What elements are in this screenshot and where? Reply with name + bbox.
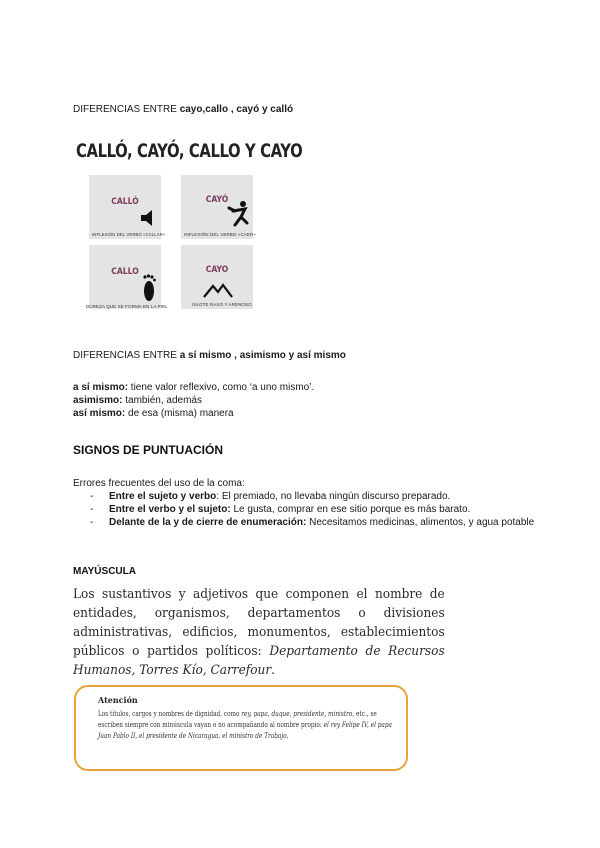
list-item: - Delante de la y de cierre de enumeración: Necesitamos medicinas, alimentos, y agua potable [90,517,535,528]
atencion-box [74,685,408,771]
heading-diferencias-cayo: DIFERENCIAS ENTRE cayo,callo , cayó y calló [73,104,294,115]
tile-caption: ISLOTE RASO Y ARENOSO [192,302,252,307]
section-title-signos: SIGNOS DE PUNTUACIÓN [73,443,224,457]
tile-callo-noun [89,245,161,309]
atencion-text: Los títulos, cargos y nombres de dignidad, como rey, papa, duque, presidente, ministro, etc., se escriben siempre con minúscula vayan o no acompañando al nombre propio: el rey Felipe IV, el papa Juan Pablo II, el presidente de Nicaragua, el ministro de Trabajo. [98,709,392,740]
tile-label: CAYO [205,265,229,275]
falling-person-icon [227,199,251,229]
atencion-title: Atención [98,695,138,705]
tile-cayo-noun [181,245,253,309]
mountain-icon [203,281,233,299]
definition-a-si-mismo: a sí mismo: tiene valor reflexivo, como ‘a uno mismo’. [73,382,315,393]
mayuscula-paragraph: Los sustantivos y adjetivos que componen el nombre de entidades, organismos, departamentos o divisiones administrativas, edificios, monumentos, establecimientos públicos o partidos políticos: Departamento de Recursos Humanos, Torres Kío, Carrefour. [73,587,445,678]
tile-cayo-verb [181,175,253,239]
signos-list [90,490,540,529]
list-item: - Entre el sujeto y verbo: El premiado, no llevaba ningún discurso preparado. [90,491,451,502]
tile-label: CAYÓ [205,195,229,205]
tile-callo-verb [89,175,161,239]
tile-caption: INFLEXIÓN DEL VERBO «CALLAR» [92,232,166,237]
heading-diferencias-asimismo: DIFERENCIAS ENTRE a sí mismo , asimismo y así mismo [73,350,346,361]
tile-label: CALLÓ [111,197,139,207]
tile-label: CALLO [111,267,139,277]
signos-intro: Errores frecuentes del uso de la coma: [73,478,245,489]
section-title-mayuscula: MAYÚSCULA [73,566,136,577]
definition-asimismo: asimismo: también, además [73,395,202,406]
figure-title: CALLÓ, CAYÓ, CALLO Y CAYO [76,140,303,162]
list-item: - Entre el verbo y el sujeto: Le gusta, comprar en ese sitio porque es más barato. [90,504,471,515]
definition-asi-mismo: así mismo: de esa (misma) manera [73,408,234,419]
tile-caption: INFLEXIÓN DEL VERBO «CAER» [184,232,256,237]
footprint-icon [141,273,157,303]
speaker-muted-icon [139,208,157,228]
tile-caption: DUREZA QUE SE FORMA EN LA PIEL [86,304,168,309]
